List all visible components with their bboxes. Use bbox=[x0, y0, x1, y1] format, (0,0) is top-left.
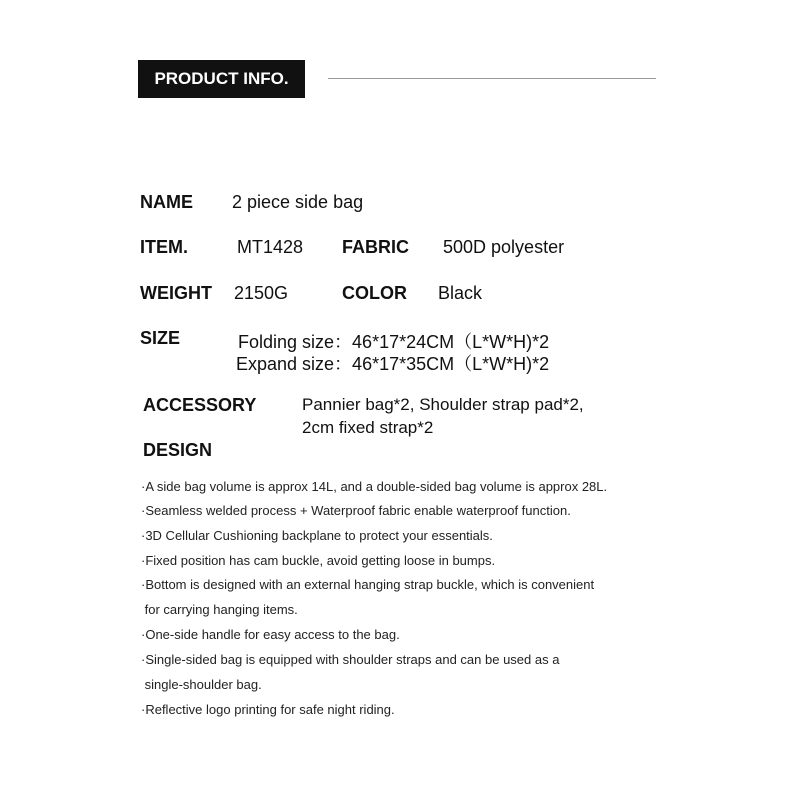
accessory-line1: Pannier bag*2, Shoulder strap pad*2, bbox=[302, 395, 584, 414]
color-value: Black bbox=[438, 283, 483, 303]
design-line: ·Fixed position has cam buckle, avoid getting loose in bumps. bbox=[141, 553, 496, 568]
design-line: ·A side bag volume is approx 14L, and a double-sided bag volume is approx 28L. bbox=[141, 479, 608, 494]
name-value: 2 piece side bag bbox=[232, 192, 364, 212]
accessory-label: ACCESSORY bbox=[143, 395, 257, 415]
design-line: ·Seamless welded process + Waterproof fabric enable waterproof function. bbox=[141, 503, 571, 518]
section-title: PRODUCT INFO. bbox=[138, 60, 305, 98]
fabric-value: 500D polyester bbox=[443, 237, 565, 257]
weight-label: WEIGHT bbox=[140, 283, 212, 303]
color-label: COLOR bbox=[342, 283, 407, 303]
design-label: DESIGN bbox=[143, 440, 213, 460]
size-label: SIZE bbox=[140, 328, 181, 348]
design-line: ·3D Cellular Cushioning backplane to protect your essentials. bbox=[141, 528, 493, 543]
design-line: ·Bottom is designed with an external hanging strap buckle, which is convenient bbox=[141, 577, 595, 592]
design-line: ·Reflective logo printing for safe night riding. bbox=[141, 702, 395, 717]
divider bbox=[328, 78, 656, 79]
size-expand: Expand size：46*17*35CM（L*W*H)*2 bbox=[236, 354, 550, 374]
name-label: NAME bbox=[140, 192, 193, 212]
weight-value: 2150G bbox=[234, 283, 289, 303]
design-line: ·Single-sided bag is equipped with shoulder straps and can be used as a bbox=[141, 652, 560, 667]
design-line: ·One-side handle for easy access to the bag. bbox=[141, 627, 400, 642]
accessory-line2: 2cm fixed strap*2 bbox=[302, 418, 434, 437]
size-folding: Folding size：46*17*24CM（L*W*H)*2 bbox=[238, 332, 550, 352]
design-line: for carrying hanging items. bbox=[141, 602, 298, 617]
design-line: single-shoulder bag. bbox=[141, 677, 262, 692]
fabric-label: FABRIC bbox=[342, 237, 409, 257]
item-value: MT1428 bbox=[237, 237, 304, 257]
item-label: ITEM. bbox=[140, 237, 188, 257]
